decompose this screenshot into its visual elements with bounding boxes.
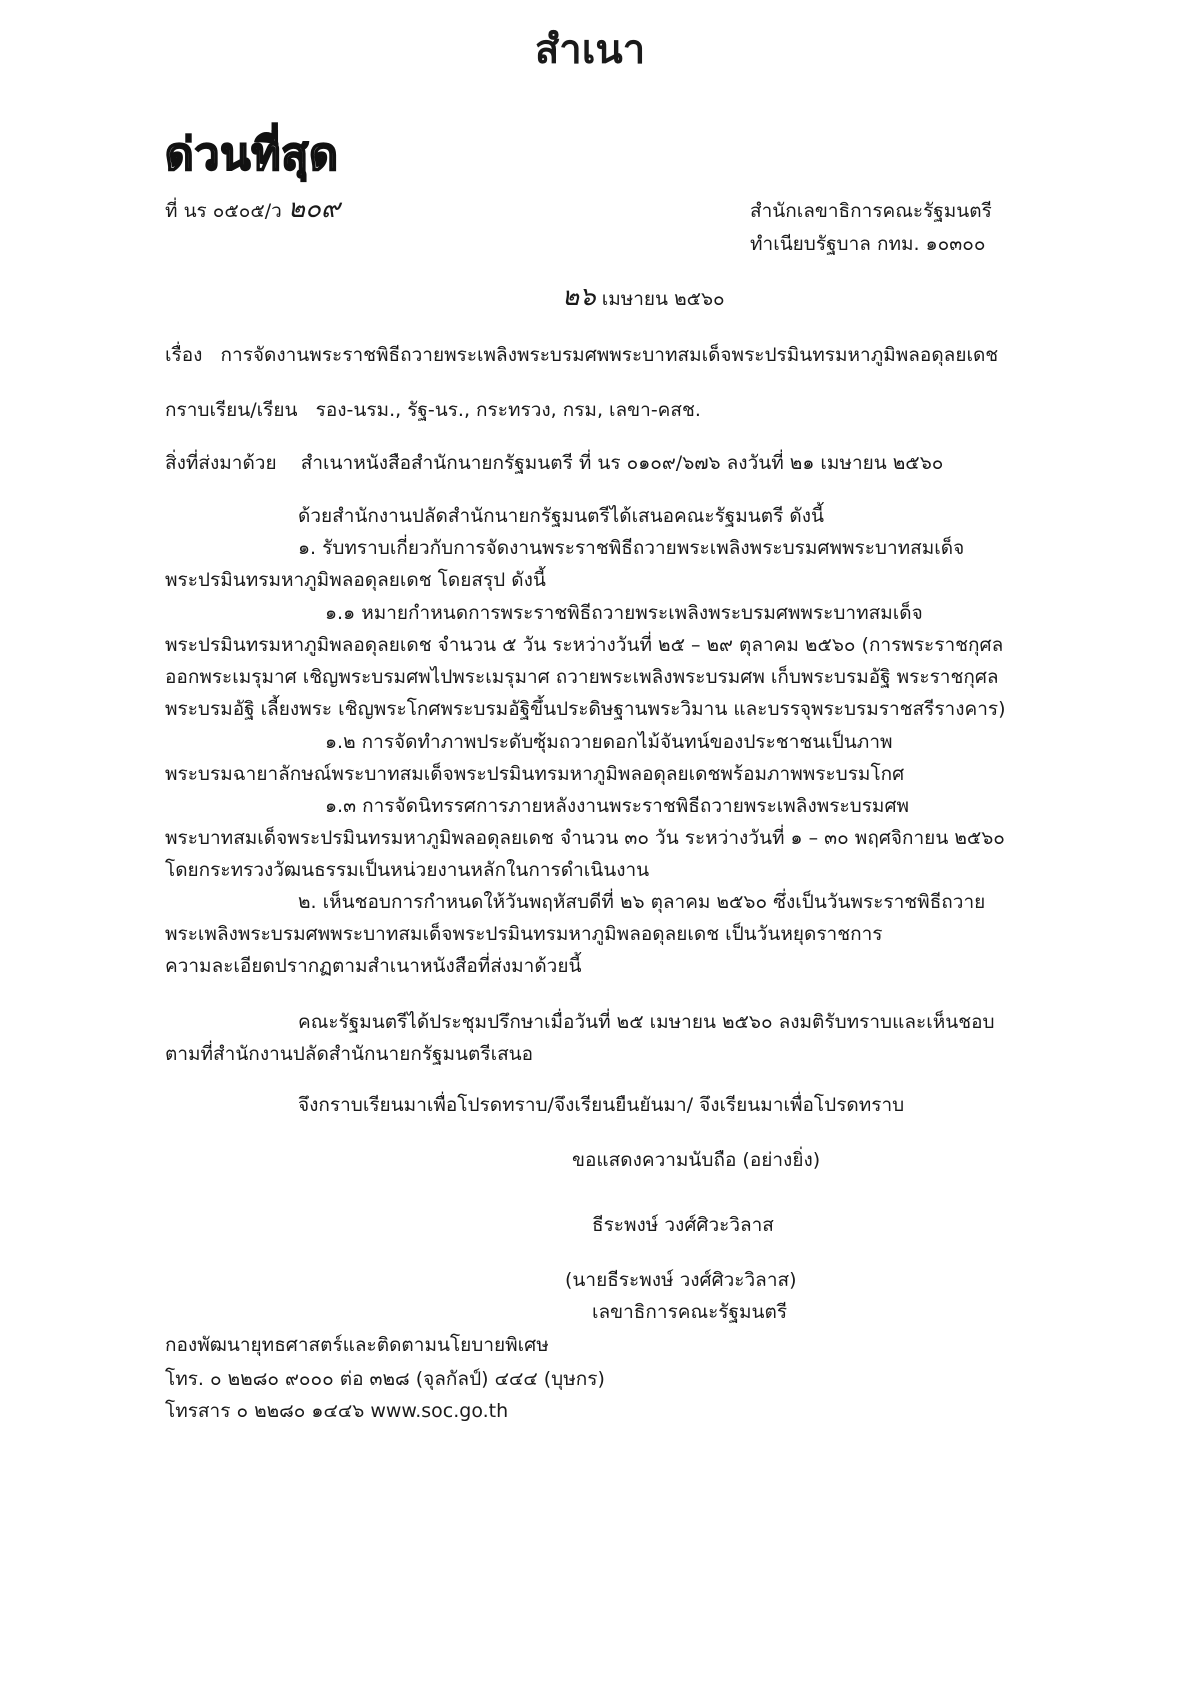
body-paragraph: พระบรมฉายาลักษณ์พระบาทสมเด็จพระปรมินทรมหาภูมิพลอดุลยเดชพร้อมภาพพระบรมโกศ [165,763,905,785]
office-address: ทำเนียบรัฐบาล กทม. ๑๐๓๐๐ [750,233,986,255]
document-date [562,284,725,310]
date-month-year: เมษายน ๒๕๖๐ [601,288,725,310]
recipient-label: กราบเรียน/เรียน [165,399,298,421]
subject-text: การจัดงานพระราชพิธีถวายพระเพลิงพระบรมศพพระบาทสมเด็จพระปรมินทรมหาภูมิพลอดุลยเดช [220,344,999,366]
enclosure-text: สำเนาหนังสือสำนักนายกรัฐมนตรี ที่ นร ๐๑๐๙/๖๗๖ ลงวันที่ ๒๑ เมษายน ๒๕๖๐ [300,452,944,474]
body-paragraph: ๑.๓ การจัดนิทรรศการภายหลังงานพระราชพิธีถวายพระเพลิงพระบรมศพ [325,795,910,817]
date-day-handwritten: ๒๖ [562,282,596,312]
body-paragraph: ตามที่สำนักงานปลัดสำนักนายกรัฐมนตรีเสนอ [165,1043,534,1065]
body-paragraph: ๒. เห็นชอบการกำหนดให้วันพฤหัสบดีที่ ๒๖ ตุลาคม ๒๕๖๐ ซึ่งเป็นวันพระราชพิธีถวาย [298,891,986,913]
recipient-line [165,397,701,423]
body-paragraph: พระปรมินทรมหาภูมิพลอดุลยเดช จำนวน ๕ วัน ระหว่างวันที่ ๒๕ – ๒๙ ตุลาคม ๒๕๖๐ (การพระราชกุศล [165,634,1004,656]
body-paragraph: คณะรัฐมนตรีได้ประชุมปรึกษาเมื่อวันที่ ๒๕ เมษายน ๒๕๖๐ ลงมติรับทราบและเห็นชอบ [298,1011,995,1033]
footer-division: กองพัฒนายุทธศาสตร์และติดตามนโยบายพิเศษ [165,1334,549,1356]
enclosure-label: สิ่งที่ส่งมาด้วย [165,452,277,474]
body-paragraph: ๑.๑ หมายกำหนดการพระราชพิธีถวายพระเพลิงพระบรมศพพระบาทสมเด็จ [325,602,923,624]
copy-label: สำเนา [534,27,646,73]
subject-label: เรื่อง [165,344,203,366]
body-paragraph: ออกพระเมรุมาศ เชิญพระบรมศพไปพระเมรุมาศ ถวายพระเพลิงพระบรมศพ เก็บพระบรมอัฐิ พระราชกุศล [165,666,999,688]
footer-fax: โทรสาร ๐ ๒๒๘๐ ๑๔๔๖ www.soc.go.th [165,1400,509,1422]
footer-phone: โทร. ๐ ๒๒๘๐ ๙๐๐๐ ต่อ ๓๒๘ (จุลกัลป์) ๔๔๔ (บุษกร) [165,1368,605,1390]
document-number-handwritten: ๒๐๙ [287,194,340,224]
urgency-stamp: ด่วนที่สุด [165,129,339,180]
subject-line [165,342,998,368]
body-paragraph: โดยกระทรวงวัฒนธรรมเป็นหน่วยงานหลักในการดำเนินงาน [165,859,650,881]
enclosure-line [165,450,943,476]
signature: ธีระพงษ์ วงศ์ศิวะวิลาส [592,1214,774,1236]
body-paragraph: จึงกราบเรียนมาเพื่อโปรดทราบ/จึงเรียนยืนยันมา/ จึงเรียนมาเพื่อโปรดทราบ [298,1094,905,1116]
body-paragraph: ความละเอียดปรากฏตามสำเนาหนังสือที่ส่งมาด้วยนี้ [165,955,582,977]
office-name: สำนักเลขาธิการคณะรัฐมนตรี [750,200,992,222]
body-paragraph: ๑. รับทราบเกี่ยวกับการจัดงานพระราชพิธีถวายพระเพลิงพระบรมศพพระบาทสมเด็จ [298,537,965,559]
body-paragraph: ด้วยสำนักงานปลัดสำนักนายกรัฐมนตรีได้เสนอคณะรัฐมนตรี ดังนี้ [298,505,824,527]
signatory-position: เลขาธิการคณะรัฐมนตรี [592,1301,788,1323]
recipient-text: รอง-นรม., รัฐ-นร., กระทรวง, กรม, เลขา-คสช. [315,399,701,421]
document-number [165,196,340,222]
body-paragraph: พระบรมอัฐิ เลี้ยงพระ เชิญพระโกศพระบรมอัฐิขึ้นประดิษฐานพระวิมาน และบรรจุพระบรมราชสรีรางคาร) [165,698,1006,720]
body-paragraph: ๑.๒ การจัดทำภาพประดับซุ้มถวายดอกไม้จันทน์ของประชาชนเป็นภาพ [325,731,893,753]
document-number-prefix: ที่ นร ๐๕๐๕/ว [165,200,282,222]
closing-salutation: ขอแสดงความนับถือ (อย่างยิ่ง) [572,1149,821,1171]
signatory-name: (นายธีระพงษ์ วงศ์ศิวะวิลาส) [565,1269,797,1291]
body-paragraph: พระบาทสมเด็จพระปรมินทรมหาภูมิพลอดุลยเดช จำนวน ๓๐ วัน ระหว่างวันที่ ๑ – ๓๐ พฤศจิกายน ๒๕๖๐ [165,827,1005,849]
body-paragraph: พระปรมินทรมหาภูมิพลอดุลยเดช โดยสรุป ดังนี้ [165,569,546,591]
body-paragraph: พระเพลิงพระบรมศพพระบาทสมเด็จพระปรมินทรมหาภูมิพลอดุลยเดช เป็นวันหยุดราชการ [165,923,883,945]
